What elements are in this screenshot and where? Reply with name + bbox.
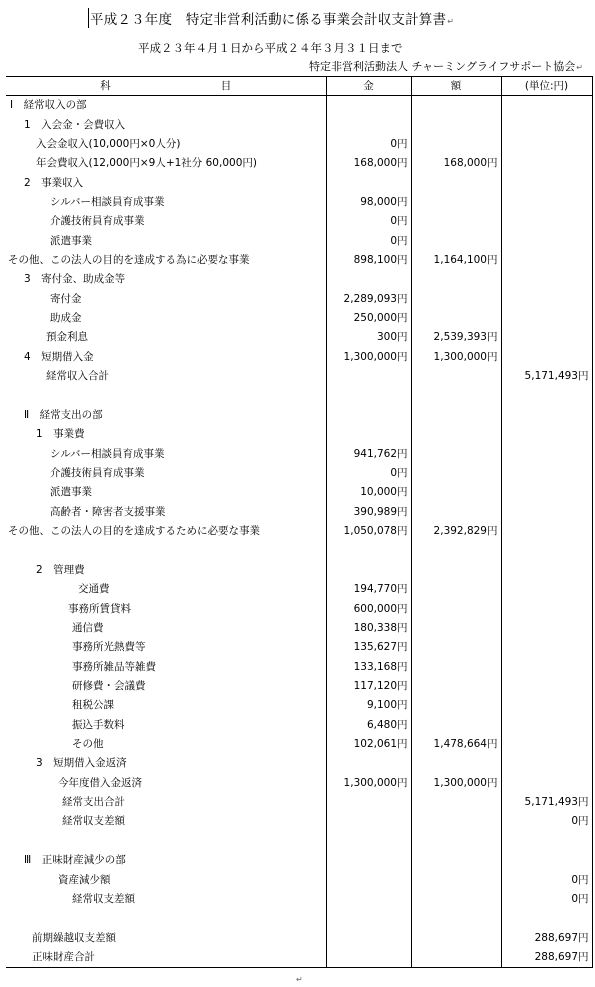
row-amount-subtotal bbox=[411, 928, 501, 947]
row-amount-subtotal bbox=[411, 599, 501, 618]
row-amount-total bbox=[501, 638, 592, 657]
row-amount-total bbox=[501, 154, 592, 173]
row-amount-detail bbox=[326, 832, 411, 851]
table-row bbox=[6, 386, 592, 405]
row-label: その他、この法人の目的を達成するために必要な事業 bbox=[8, 525, 260, 538]
row-label: 振込手数料 bbox=[72, 718, 125, 731]
table-row bbox=[6, 367, 592, 386]
row-label: 交通費 bbox=[78, 583, 110, 596]
table-row bbox=[6, 328, 592, 347]
row-amount-total bbox=[501, 696, 592, 715]
table-row bbox=[6, 599, 592, 618]
table-row bbox=[6, 503, 592, 522]
table-row bbox=[6, 948, 592, 968]
row-label: 1 事業費 bbox=[36, 428, 85, 441]
row-amount-detail: 135,627円 bbox=[326, 638, 411, 657]
row-amount-subtotal bbox=[411, 812, 501, 831]
row-amount-detail bbox=[326, 793, 411, 812]
row-amount-subtotal bbox=[411, 541, 501, 560]
row-label: 前期繰越収支差額 bbox=[32, 931, 116, 944]
row-amount-subtotal bbox=[411, 212, 501, 231]
table-row bbox=[6, 793, 592, 812]
row-amount-detail: 168,000円 bbox=[326, 154, 411, 173]
row-amount-total: 0円 bbox=[501, 870, 592, 889]
row-amount-subtotal bbox=[411, 193, 501, 212]
row-label: シルバー相談員育成事業 bbox=[50, 447, 165, 460]
table-row bbox=[6, 851, 592, 870]
paragraph-mark-icon: ↵ bbox=[576, 63, 583, 72]
document-title: 平成２３年度 特定非営利活動に係る事業会計収支計算書↵ bbox=[88, 8, 454, 28]
row-label: 経常収支差額 bbox=[62, 815, 125, 828]
row-amount-total bbox=[501, 193, 592, 212]
row-amount-detail: 0円 bbox=[326, 135, 411, 154]
row-label: 経常支出合計 bbox=[62, 796, 125, 809]
row-amount-subtotal bbox=[411, 754, 501, 773]
row-amount-total bbox=[501, 580, 592, 599]
table-row bbox=[6, 928, 592, 947]
row-amount-subtotal: 2,392,829円 bbox=[411, 522, 501, 541]
row-amount-detail: 600,000円 bbox=[326, 599, 411, 618]
row-label: 事務所雑品等雑費 bbox=[72, 660, 156, 673]
row-amount-detail: 941,762円 bbox=[326, 444, 411, 463]
row-amount-subtotal bbox=[411, 367, 501, 386]
row-amount-subtotal bbox=[411, 851, 501, 870]
row-amount-detail bbox=[326, 173, 411, 192]
row-amount-detail: 300円 bbox=[326, 328, 411, 347]
row-amount-total bbox=[501, 657, 592, 676]
row-amount-subtotal bbox=[411, 832, 501, 851]
row-amount-total bbox=[501, 599, 592, 618]
row-amount-total: 0円 bbox=[501, 890, 592, 909]
row-amount-subtotal bbox=[411, 173, 501, 192]
row-label: 租税公課 bbox=[72, 699, 114, 712]
table-row bbox=[6, 638, 592, 657]
header-amount-left: 金 bbox=[326, 77, 411, 96]
row-amount-detail bbox=[326, 406, 411, 425]
row-amount-subtotal bbox=[411, 619, 501, 638]
row-amount-subtotal bbox=[411, 386, 501, 405]
row-amount-total: 288,697円 bbox=[501, 948, 592, 968]
row-label: 事務所光熱費等 bbox=[72, 641, 146, 654]
header-unit: (単位:円) bbox=[501, 77, 592, 96]
row-label bbox=[6, 541, 326, 560]
row-amount-subtotal bbox=[411, 561, 501, 580]
row-label: 研修費・会議費 bbox=[72, 679, 146, 692]
row-amount-detail: 133,168円 bbox=[326, 657, 411, 676]
row-amount-detail bbox=[326, 928, 411, 947]
row-amount-total bbox=[501, 135, 592, 154]
row-label: 年会費収入(12,000円×9人+1社分 60,000円) bbox=[36, 157, 257, 170]
row-amount-subtotal bbox=[411, 793, 501, 812]
row-label bbox=[6, 909, 326, 928]
paragraph-mark-icon: ↵ bbox=[447, 17, 455, 26]
table-row bbox=[6, 483, 592, 502]
document-period: 平成２３年４月１日から平成２４年３月３１日まで bbox=[138, 41, 403, 55]
row-amount-detail bbox=[326, 561, 411, 580]
row-amount-total bbox=[501, 483, 592, 502]
table-row bbox=[6, 909, 592, 928]
row-label: 正味財産合計 bbox=[6, 948, 326, 968]
row-label: 1 入会金・会費収入 bbox=[24, 118, 126, 131]
row-amount-subtotal bbox=[411, 464, 501, 483]
row-amount-detail: 390,989円 bbox=[326, 503, 411, 522]
row-amount-subtotal: 1,300,000円 bbox=[411, 348, 501, 367]
row-label: 3 短期借入金返済 bbox=[36, 757, 127, 770]
row-amount-subtotal: 1,478,664円 bbox=[411, 735, 501, 754]
row-amount-detail bbox=[326, 890, 411, 909]
row-amount-subtotal bbox=[411, 580, 501, 599]
row-amount-total bbox=[501, 716, 592, 735]
table-row bbox=[6, 677, 592, 696]
row-label: 介護技術員育成事業 bbox=[50, 467, 145, 479]
table-row bbox=[6, 425, 592, 444]
row-label: 介護技術員育成事業 bbox=[50, 215, 145, 228]
header-amount-right: 額 bbox=[411, 77, 501, 96]
row-amount-subtotal bbox=[411, 716, 501, 735]
row-label: 事務所賃貸料 bbox=[68, 602, 131, 615]
row-amount-detail bbox=[326, 909, 411, 928]
row-amount-total bbox=[501, 290, 592, 309]
row-amount-total: 5,171,493円 bbox=[501, 367, 592, 386]
row-amount-detail bbox=[326, 851, 411, 870]
row-amount-total bbox=[501, 851, 592, 870]
row-amount-detail bbox=[326, 96, 411, 116]
row-amount-subtotal bbox=[411, 890, 501, 909]
row-amount-total bbox=[501, 270, 592, 289]
row-amount-total bbox=[501, 96, 592, 116]
table-row bbox=[6, 774, 592, 793]
table-row bbox=[6, 115, 592, 134]
row-amount-subtotal: 1,300,000円 bbox=[411, 774, 501, 793]
row-amount-detail bbox=[326, 367, 411, 386]
row-amount-detail: 1,050,078円 bbox=[326, 522, 411, 541]
row-amount-total bbox=[501, 406, 592, 425]
row-amount-subtotal bbox=[411, 270, 501, 289]
row-amount-total bbox=[501, 735, 592, 754]
row-amount-detail: 10,000円 bbox=[326, 483, 411, 502]
row-amount-total bbox=[501, 386, 592, 405]
row-label: 派遣事業 bbox=[50, 486, 92, 499]
row-amount-total bbox=[501, 832, 592, 851]
row-amount-subtotal bbox=[411, 406, 501, 425]
row-label: 高齢者・障害者支援事業 bbox=[50, 505, 166, 518]
table-row bbox=[6, 561, 592, 580]
table-row bbox=[6, 812, 592, 831]
row-amount-subtotal bbox=[411, 96, 501, 116]
row-amount-total: 0円 bbox=[501, 812, 592, 831]
row-amount-detail: 2,289,093円 bbox=[326, 290, 411, 309]
row-amount-total bbox=[501, 425, 592, 444]
row-amount-detail bbox=[326, 541, 411, 560]
row-amount-subtotal bbox=[411, 425, 501, 444]
row-amount-subtotal bbox=[411, 503, 501, 522]
table-row bbox=[6, 193, 592, 212]
table-row bbox=[6, 309, 592, 328]
table-row bbox=[6, 135, 592, 154]
row-amount-detail: 6,480円 bbox=[326, 716, 411, 735]
table-row bbox=[6, 870, 592, 889]
table-row bbox=[6, 696, 592, 715]
row-amount-total bbox=[501, 503, 592, 522]
table-row bbox=[6, 444, 592, 463]
row-amount-total bbox=[501, 541, 592, 560]
row-amount-detail bbox=[326, 115, 411, 134]
row-amount-detail: 1,300,000円 bbox=[326, 348, 411, 367]
row-amount-detail: 0円 bbox=[326, 232, 411, 251]
row-amount-total bbox=[501, 677, 592, 696]
row-label: 経常収入合計 bbox=[46, 370, 109, 383]
table-row bbox=[6, 232, 592, 251]
row-label bbox=[6, 386, 326, 405]
row-amount-detail: 9,100円 bbox=[326, 696, 411, 715]
row-amount-detail: 1,300,000円 bbox=[326, 774, 411, 793]
row-amount-total bbox=[501, 115, 592, 134]
row-amount-detail: 102,061円 bbox=[326, 735, 411, 754]
row-label: 4 短期借入金 bbox=[24, 350, 94, 363]
row-amount-total bbox=[501, 444, 592, 463]
row-amount-subtotal bbox=[411, 290, 501, 309]
table-row bbox=[6, 832, 592, 851]
row-label: 預金利息 bbox=[46, 331, 88, 344]
row-label: その他、この法人の目的を達成する為に必要な事業 bbox=[8, 254, 250, 267]
row-amount-total: 288,697円 bbox=[501, 928, 592, 947]
table-row bbox=[6, 154, 592, 173]
row-amount-subtotal bbox=[411, 948, 501, 968]
row-amount-detail: 180,338円 bbox=[326, 619, 411, 638]
table-row bbox=[6, 657, 592, 676]
row-label: 経常収支差額 bbox=[72, 892, 135, 905]
row-amount-detail bbox=[326, 870, 411, 889]
row-amount-detail: 898,100円 bbox=[326, 251, 411, 270]
row-amount-total bbox=[501, 232, 592, 251]
table-header-row bbox=[6, 77, 592, 96]
table-row bbox=[6, 406, 592, 425]
row-amount-detail: 0円 bbox=[326, 212, 411, 231]
table-row bbox=[6, 290, 592, 309]
row-label: 3 寄付金、助成金等 bbox=[24, 273, 126, 286]
row-amount-detail bbox=[326, 425, 411, 444]
row-amount-subtotal bbox=[411, 909, 501, 928]
row-amount-subtotal bbox=[411, 135, 501, 154]
row-label: 入会金収入(10,000円×0人分) bbox=[36, 137, 181, 150]
header-item: 科 目 bbox=[6, 77, 326, 96]
paragraph-mark-icon: ↵ bbox=[296, 975, 303, 984]
row-label: 2 管理費 bbox=[36, 563, 85, 576]
row-amount-subtotal bbox=[411, 115, 501, 134]
row-label: 資産減少額 bbox=[58, 873, 111, 886]
row-amount-total bbox=[501, 309, 592, 328]
table-row bbox=[6, 619, 592, 638]
row-label bbox=[6, 832, 326, 851]
row-amount-total bbox=[501, 173, 592, 192]
organization-name: 特定非営利活動法人 チャーミングライフサポート協会↵ bbox=[309, 60, 583, 73]
row-amount-subtotal bbox=[411, 309, 501, 328]
row-amount-subtotal: 168,000円 bbox=[411, 154, 501, 173]
row-label: 今年度借入金返済 bbox=[58, 776, 142, 789]
row-label: Ⅱ 経常支出の部 bbox=[24, 408, 103, 421]
table-row bbox=[6, 735, 592, 754]
row-label: Ⅰ 経常収入の部 bbox=[10, 99, 87, 112]
row-amount-subtotal: 2,539,393円 bbox=[411, 328, 501, 347]
row-amount-subtotal bbox=[411, 657, 501, 676]
row-amount-detail bbox=[326, 754, 411, 773]
table-row bbox=[6, 173, 592, 192]
row-amount-detail: 194,770円 bbox=[326, 580, 411, 599]
row-amount-subtotal bbox=[411, 696, 501, 715]
table-row bbox=[6, 270, 592, 289]
table-row bbox=[6, 212, 592, 231]
row-label: 通信費 bbox=[72, 621, 104, 634]
row-amount-subtotal bbox=[411, 870, 501, 889]
row-amount-total: 5,171,493円 bbox=[501, 793, 592, 812]
row-amount-detail bbox=[326, 812, 411, 831]
row-amount-detail: 0円 bbox=[326, 464, 411, 483]
table-row bbox=[6, 890, 592, 909]
row-amount-detail: 117,120円 bbox=[326, 677, 411, 696]
row-amount-total bbox=[501, 328, 592, 347]
row-label: 助成金 bbox=[50, 312, 82, 325]
row-amount-total bbox=[501, 619, 592, 638]
row-amount-total bbox=[501, 464, 592, 483]
row-amount-subtotal bbox=[411, 638, 501, 657]
row-amount-detail bbox=[326, 948, 411, 968]
row-label: 2 事業収入 bbox=[24, 176, 84, 189]
table-row bbox=[6, 251, 592, 270]
row-amount-detail: 98,000円 bbox=[326, 193, 411, 212]
table-row bbox=[6, 464, 592, 483]
row-label: 寄付金 bbox=[50, 292, 82, 305]
row-amount-total bbox=[501, 522, 592, 541]
row-amount-subtotal bbox=[411, 444, 501, 463]
statement-table bbox=[6, 76, 593, 968]
table-row bbox=[6, 348, 592, 367]
row-label: その他 bbox=[72, 738, 104, 751]
row-amount-subtotal bbox=[411, 677, 501, 696]
row-amount-total bbox=[501, 212, 592, 231]
row-amount-total bbox=[501, 754, 592, 773]
row-amount-total bbox=[501, 774, 592, 793]
row-amount-detail: 250,000円 bbox=[326, 309, 411, 328]
row-amount-subtotal bbox=[411, 232, 501, 251]
table-row bbox=[6, 580, 592, 599]
table-row bbox=[6, 716, 592, 735]
row-label: シルバー相談員育成事業 bbox=[50, 195, 165, 208]
row-amount-subtotal: 1,164,100円 bbox=[411, 251, 501, 270]
table-row bbox=[6, 522, 592, 541]
row-amount-detail bbox=[326, 270, 411, 289]
table-row bbox=[6, 541, 592, 560]
row-amount-detail bbox=[326, 386, 411, 405]
row-amount-total bbox=[501, 251, 592, 270]
row-amount-subtotal bbox=[411, 483, 501, 502]
row-label: 派遣事業 bbox=[50, 234, 92, 247]
row-amount-total bbox=[501, 348, 592, 367]
row-amount-total bbox=[501, 561, 592, 580]
row-label: Ⅲ 正味財産減少の部 bbox=[24, 854, 126, 867]
row-amount-total bbox=[501, 909, 592, 928]
table-row bbox=[6, 754, 592, 773]
table-row bbox=[6, 96, 592, 116]
